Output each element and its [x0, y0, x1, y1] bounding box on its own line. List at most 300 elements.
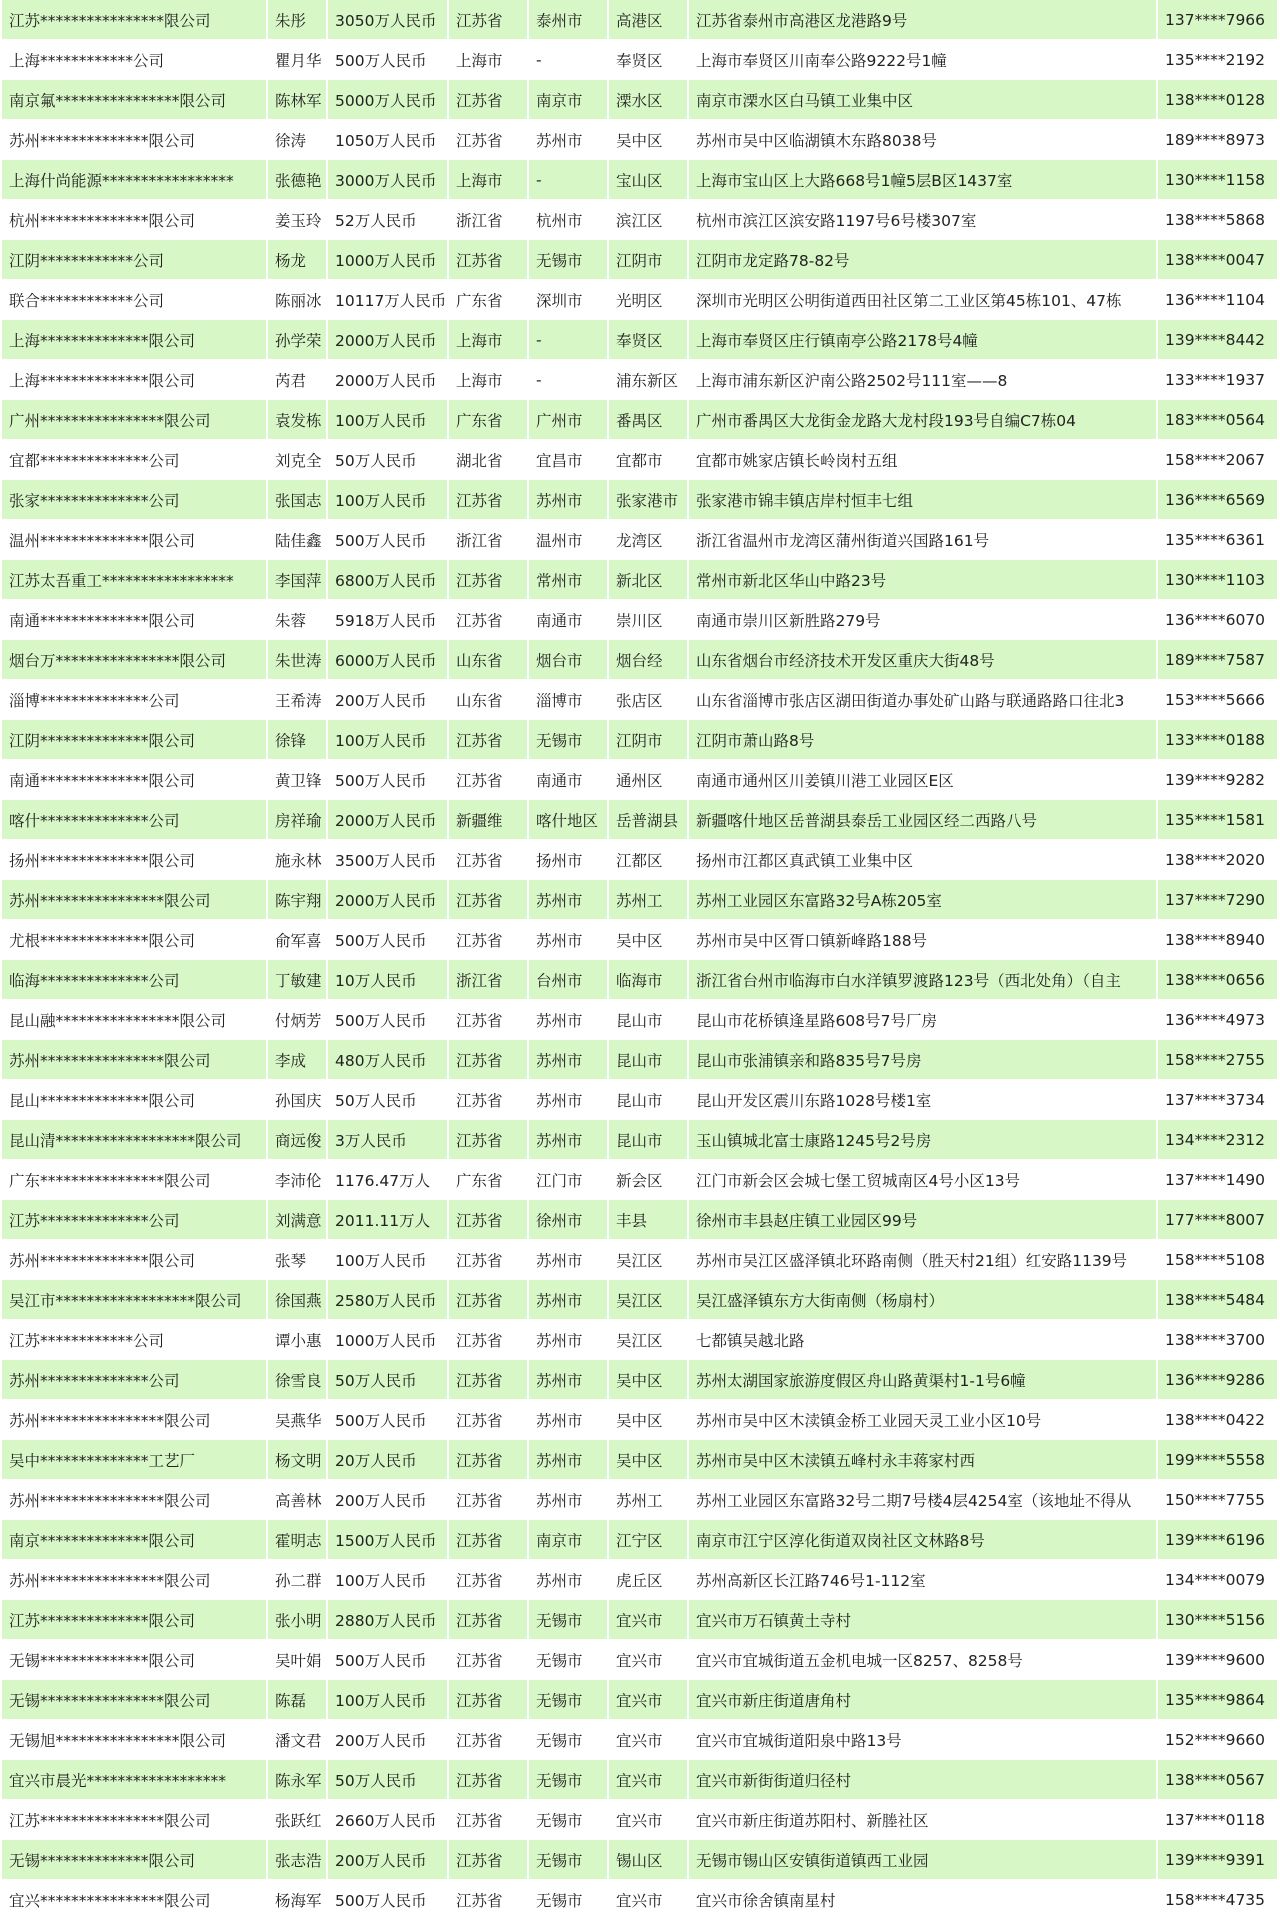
city-cell: 徐州市 — [528, 1200, 608, 1240]
contact-person-cell: 谭小惠 — [267, 1320, 327, 1360]
company-name-cell: 吴中**************工艺厂 — [2, 1440, 267, 1480]
registered-capital-cell: 3050万人民币 — [327, 0, 448, 40]
district-cell: 番禺区 — [608, 400, 688, 440]
city-cell: 苏州市 — [528, 1080, 608, 1120]
table-row — [2, 960, 1278, 1000]
table-row — [2, 1160, 1278, 1200]
city-cell: 杭州市 — [528, 200, 608, 240]
district-cell: 吴中区 — [608, 1440, 688, 1480]
address-cell: 浙江省温州市龙湾区蒲州街道兴国路161号 — [688, 520, 1157, 560]
address-cell: 江苏省泰州市高港区龙港路9号 — [688, 0, 1157, 40]
province-cell: 江苏省 — [448, 920, 528, 960]
table-row — [2, 1200, 1278, 1240]
contact-person-cell: 张跃红 — [267, 1800, 327, 1840]
city-cell: 苏州市 — [528, 1480, 608, 1520]
province-cell: 江苏省 — [448, 1880, 528, 1920]
district-cell: 滨江区 — [608, 200, 688, 240]
contact-person-cell: 孙学荣 — [267, 320, 327, 360]
company-name-cell: 上海************公司 — [2, 40, 267, 80]
table-row — [2, 360, 1278, 400]
district-cell: 吴江区 — [608, 1280, 688, 1320]
district-cell: 丰县 — [608, 1200, 688, 1240]
registered-capital-cell: 2880万人民币 — [327, 1600, 448, 1640]
phone-cell: 158****4735 — [1157, 1880, 1278, 1920]
district-cell: 通州区 — [608, 760, 688, 800]
company-name-cell: 苏州**************限公司 — [2, 1240, 267, 1280]
contact-person-cell: 丁敏建 — [267, 960, 327, 1000]
table-body — [2, 0, 1278, 1920]
city-cell: 淄博市 — [528, 680, 608, 720]
address-cell: 苏州市吴中区临湖镇木东路8038号 — [688, 120, 1157, 160]
city-cell: 苏州市 — [528, 1120, 608, 1160]
district-cell: 江阴市 — [608, 240, 688, 280]
address-cell: 宜兴市宜城街道阳泉中路13号 — [688, 1720, 1157, 1760]
company-name-cell: 苏州****************限公司 — [2, 1400, 267, 1440]
contact-person-cell: 杨龙 — [267, 240, 327, 280]
table-row — [2, 1400, 1278, 1440]
city-cell: 温州市 — [528, 520, 608, 560]
contact-person-cell: 杨文明 — [267, 1440, 327, 1480]
district-cell: 烟台经 — [608, 640, 688, 680]
phone-cell: 158****2755 — [1157, 1040, 1278, 1080]
table-row — [2, 120, 1278, 160]
address-cell: 宜兴市新庄街道苏阳村、新塍社区 — [688, 1800, 1157, 1840]
district-cell: 苏州工 — [608, 1480, 688, 1520]
registered-capital-cell: 6800万人民币 — [327, 560, 448, 600]
city-cell: 宜昌市 — [528, 440, 608, 480]
address-cell: 宜兴市万石镇黄土寺村 — [688, 1600, 1157, 1640]
address-cell: 宜兴市新庄街道唐角村 — [688, 1680, 1157, 1720]
province-cell: 广东省 — [448, 280, 528, 320]
phone-cell: 138****0656 — [1157, 960, 1278, 1000]
district-cell: 宜兴市 — [608, 1760, 688, 1800]
registered-capital-cell: 20万人民币 — [327, 1440, 448, 1480]
province-cell: 江苏省 — [448, 1360, 528, 1400]
registered-capital-cell: 3500万人民币 — [327, 840, 448, 880]
registered-capital-cell: 50万人民币 — [327, 1080, 448, 1120]
district-cell: 新会区 — [608, 1160, 688, 1200]
city-cell: - — [528, 360, 608, 400]
district-cell: 吴中区 — [608, 1400, 688, 1440]
city-cell: 江门市 — [528, 1160, 608, 1200]
registered-capital-cell: 3万人民币 — [327, 1120, 448, 1160]
contact-person-cell: 李沛伦 — [267, 1160, 327, 1200]
contact-person-cell: 陈林军 — [267, 80, 327, 120]
phone-cell: 133****1937 — [1157, 360, 1278, 400]
phone-cell: 137****0118 — [1157, 1800, 1278, 1840]
address-cell: 苏州太湖国家旅游度假区舟山路黄渠村1-1号6幢 — [688, 1360, 1157, 1400]
contact-person-cell: 李成 — [267, 1040, 327, 1080]
company-name-cell: 上海**************限公司 — [2, 320, 267, 360]
district-cell: 苏州工 — [608, 880, 688, 920]
phone-cell: 135****1581 — [1157, 800, 1278, 840]
city-cell: 常州市 — [528, 560, 608, 600]
province-cell: 江苏省 — [448, 840, 528, 880]
company-name-cell: 苏州****************限公司 — [2, 1040, 267, 1080]
address-cell: 深圳市光明区公明街道西田社区第二工业区第45栋101、47栋 — [688, 280, 1157, 320]
district-cell: 宜都市 — [608, 440, 688, 480]
phone-cell: 139****9600 — [1157, 1640, 1278, 1680]
address-cell: 苏州高新区长江路746号1-112室 — [688, 1560, 1157, 1600]
company-name-cell: 无锡**************限公司 — [2, 1640, 267, 1680]
phone-cell: 136****6569 — [1157, 480, 1278, 520]
company-name-cell: 无锡**************限公司 — [2, 1840, 267, 1880]
contact-person-cell: 朱蓉 — [267, 600, 327, 640]
phone-cell: 134****0079 — [1157, 1560, 1278, 1600]
registered-capital-cell: 2000万人民币 — [327, 800, 448, 840]
company-name-cell: 江苏太吾重工***************** — [2, 560, 267, 600]
district-cell: 吴江区 — [608, 1320, 688, 1360]
registered-capital-cell: 100万人民币 — [327, 720, 448, 760]
phone-cell: 183****0564 — [1157, 400, 1278, 440]
city-cell: 泰州市 — [528, 0, 608, 40]
company-name-cell: 张家**************公司 — [2, 480, 267, 520]
district-cell: 江都区 — [608, 840, 688, 880]
registered-capital-cell: 2000万人民币 — [327, 880, 448, 920]
city-cell: 苏州市 — [528, 920, 608, 960]
registered-capital-cell: 200万人民币 — [327, 1840, 448, 1880]
city-cell: 苏州市 — [528, 880, 608, 920]
registered-capital-cell: 500万人民币 — [327, 520, 448, 560]
phone-cell: 138****0047 — [1157, 240, 1278, 280]
province-cell: 江苏省 — [448, 1240, 528, 1280]
city-cell: - — [528, 160, 608, 200]
table-row — [2, 840, 1278, 880]
province-cell: 山东省 — [448, 680, 528, 720]
phone-cell: 189****7587 — [1157, 640, 1278, 680]
district-cell: 昆山市 — [608, 1040, 688, 1080]
district-cell: 新北区 — [608, 560, 688, 600]
phone-cell: 138****0567 — [1157, 1760, 1278, 1800]
district-cell: 江宁区 — [608, 1520, 688, 1560]
phone-cell: 139****6196 — [1157, 1520, 1278, 1560]
address-cell: 上海市宝山区上大路668号1幢5层B区1437室 — [688, 160, 1157, 200]
city-cell: 无锡市 — [528, 1600, 608, 1640]
table-row — [2, 480, 1278, 520]
province-cell: 江苏省 — [448, 1520, 528, 1560]
city-cell: 无锡市 — [528, 1880, 608, 1920]
city-cell: 苏州市 — [528, 120, 608, 160]
company-name-cell: 上海**************限公司 — [2, 360, 267, 400]
address-cell: 南京市溧水区白马镇工业集中区 — [688, 80, 1157, 120]
registered-capital-cell: 100万人民币 — [327, 1680, 448, 1720]
district-cell: 昆山市 — [608, 1120, 688, 1160]
table-row — [2, 240, 1278, 280]
registered-capital-cell: 2580万人民币 — [327, 1280, 448, 1320]
contact-person-cell: 徐锋 — [267, 720, 327, 760]
registered-capital-cell: 2660万人民币 — [327, 1800, 448, 1840]
contact-person-cell: 孙二群 — [267, 1560, 327, 1600]
address-cell: 宜都市姚家店镇长岭岗村五组 — [688, 440, 1157, 480]
phone-cell: 137****7966 — [1157, 0, 1278, 40]
table-row — [2, 1800, 1278, 1840]
contact-person-cell: 陈磊 — [267, 1680, 327, 1720]
phone-cell: 130****5156 — [1157, 1600, 1278, 1640]
company-name-cell: 南京**************限公司 — [2, 1520, 267, 1560]
table-row — [2, 1680, 1278, 1720]
table-row — [2, 1600, 1278, 1640]
company-name-cell: 无锡旭****************限公司 — [2, 1720, 267, 1760]
district-cell: 吴中区 — [608, 920, 688, 960]
district-cell: 昆山市 — [608, 1080, 688, 1120]
registered-capital-cell: 480万人民币 — [327, 1040, 448, 1080]
address-cell: 苏州市吴中区胥口镇新峰路188号 — [688, 920, 1157, 960]
contact-person-cell: 吴叶娟 — [267, 1640, 327, 1680]
table-row — [2, 560, 1278, 600]
address-cell: 南通市崇川区新胜路279号 — [688, 600, 1157, 640]
province-cell: 江苏省 — [448, 1640, 528, 1680]
province-cell: 江苏省 — [448, 1200, 528, 1240]
district-cell: 吴中区 — [608, 1360, 688, 1400]
address-cell: 玉山镇城北富士康路1245号2号房 — [688, 1120, 1157, 1160]
address-cell: 上海市浦东新区沪南公路2502号111室——8 — [688, 360, 1157, 400]
contact-person-cell: 张小明 — [267, 1600, 327, 1640]
company-name-cell: 温州**************限公司 — [2, 520, 267, 560]
table-row — [2, 1320, 1278, 1360]
company-name-cell: 江阴**************限公司 — [2, 720, 267, 760]
table-row — [2, 1040, 1278, 1080]
contact-person-cell: 张琴 — [267, 1240, 327, 1280]
city-cell: 广州市 — [528, 400, 608, 440]
province-cell: 江苏省 — [448, 1720, 528, 1760]
table-row — [2, 1720, 1278, 1760]
registered-capital-cell: 2000万人民币 — [327, 360, 448, 400]
address-cell: 新疆喀什地区岳普湖县泰岳工业园区经二西路八号 — [688, 800, 1157, 840]
province-cell: 江苏省 — [448, 1440, 528, 1480]
city-cell: 无锡市 — [528, 1640, 608, 1680]
phone-cell: 134****2312 — [1157, 1120, 1278, 1160]
address-cell: 南通市通州区川姜镇川港工业园区E区 — [688, 760, 1157, 800]
city-cell: 苏州市 — [528, 1560, 608, 1600]
contact-person-cell: 刘克全 — [267, 440, 327, 480]
address-cell: 昆山市花桥镇逢星路608号7号厂房 — [688, 1000, 1157, 1040]
contact-person-cell: 徐国燕 — [267, 1280, 327, 1320]
registered-capital-cell: 1500万人民币 — [327, 1520, 448, 1560]
city-cell: 深圳市 — [528, 280, 608, 320]
province-cell: 江苏省 — [448, 760, 528, 800]
address-cell: 杭州市滨江区滨安路1197号6号楼307室 — [688, 200, 1157, 240]
district-cell: 崇川区 — [608, 600, 688, 640]
table-row — [2, 1240, 1278, 1280]
company-name-cell: 江苏**************公司 — [2, 1200, 267, 1240]
city-cell: 苏州市 — [528, 480, 608, 520]
province-cell: 江苏省 — [448, 1080, 528, 1120]
district-cell: 奉贤区 — [608, 40, 688, 80]
phone-cell: 135****9864 — [1157, 1680, 1278, 1720]
address-cell: 扬州市江都区真武镇工业集中区 — [688, 840, 1157, 880]
registered-capital-cell: 2011.11万人 — [327, 1200, 448, 1240]
contact-person-cell: 孙国庆 — [267, 1080, 327, 1120]
address-cell: 广州市番禺区大龙街金龙路大龙村段193号自编C7栋04 — [688, 400, 1157, 440]
province-cell: 上海市 — [448, 320, 528, 360]
registered-capital-cell: 5000万人民币 — [327, 80, 448, 120]
registered-capital-cell: 200万人民币 — [327, 1480, 448, 1520]
company-name-cell: 尤根**************限公司 — [2, 920, 267, 960]
city-cell: 台州市 — [528, 960, 608, 1000]
company-name-cell: 临海**************公司 — [2, 960, 267, 1000]
company-name-cell: 无锡****************限公司 — [2, 1680, 267, 1720]
registered-capital-cell: 1000万人民币 — [327, 1320, 448, 1360]
district-cell: 岳普湖县 — [608, 800, 688, 840]
registered-capital-cell: 5918万人民币 — [327, 600, 448, 640]
company-name-cell: 苏州**************限公司 — [2, 120, 267, 160]
district-cell: 临海市 — [608, 960, 688, 1000]
phone-cell: 136****9286 — [1157, 1360, 1278, 1400]
address-cell: 浙江省台州市临海市白水洋镇罗渡路123号（西北处角）（自主 — [688, 960, 1157, 1000]
city-cell: 苏州市 — [528, 1360, 608, 1400]
company-name-cell: 南通**************限公司 — [2, 600, 267, 640]
table-row — [2, 1000, 1278, 1040]
registered-capital-cell: 52万人民币 — [327, 200, 448, 240]
address-cell: 江门市新会区会城七堡工贸城南区4号小区13号 — [688, 1160, 1157, 1200]
registered-capital-cell: 50万人民币 — [327, 1360, 448, 1400]
registered-capital-cell: 10万人民币 — [327, 960, 448, 1000]
province-cell: 上海市 — [448, 360, 528, 400]
address-cell: 昆山市张浦镇亲和路835号7号房 — [688, 1040, 1157, 1080]
district-cell: 宜兴市 — [608, 1880, 688, 1920]
province-cell: 江苏省 — [448, 240, 528, 280]
district-cell: 昆山市 — [608, 1000, 688, 1040]
contact-person-cell: 张志浩 — [267, 1840, 327, 1880]
company-name-cell: 江苏****************限公司 — [2, 0, 267, 40]
district-cell: 张店区 — [608, 680, 688, 720]
city-cell: 南通市 — [528, 600, 608, 640]
contact-person-cell: 袁发栋 — [267, 400, 327, 440]
province-cell: 上海市 — [448, 40, 528, 80]
table-row — [2, 920, 1278, 960]
province-cell: 江苏省 — [448, 80, 528, 120]
province-cell: 江苏省 — [448, 880, 528, 920]
contact-person-cell: 张德艳 — [267, 160, 327, 200]
table-row — [2, 720, 1278, 760]
phone-cell: 139****9391 — [1157, 1840, 1278, 1880]
phone-cell: 152****9660 — [1157, 1720, 1278, 1760]
contact-person-cell: 瞿月华 — [267, 40, 327, 80]
city-cell: 扬州市 — [528, 840, 608, 880]
phone-cell: 138****5868 — [1157, 200, 1278, 240]
province-cell: 江苏省 — [448, 1600, 528, 1640]
address-cell: 苏州工业园区东富路32号A栋205室 — [688, 880, 1157, 920]
company-name-cell: 江苏**************限公司 — [2, 1600, 267, 1640]
province-cell: 江苏省 — [448, 600, 528, 640]
city-cell: - — [528, 320, 608, 360]
city-cell: 苏州市 — [528, 1400, 608, 1440]
contact-person-cell: 付炳芳 — [267, 1000, 327, 1040]
district-cell: 溧水区 — [608, 80, 688, 120]
table-row — [2, 1560, 1278, 1600]
district-cell: 宝山区 — [608, 160, 688, 200]
registered-capital-cell: 200万人民币 — [327, 1720, 448, 1760]
phone-cell: 138****0128 — [1157, 80, 1278, 120]
contact-person-cell: 陈宇翔 — [267, 880, 327, 920]
table-row — [2, 1760, 1278, 1800]
province-cell: 江苏省 — [448, 1320, 528, 1360]
registered-capital-cell: 10117万人民币 — [327, 280, 448, 320]
contact-person-cell: 黄卫锋 — [267, 760, 327, 800]
company-name-cell: 杭州**************限公司 — [2, 200, 267, 240]
district-cell: 奉贤区 — [608, 320, 688, 360]
phone-cell: 137****1490 — [1157, 1160, 1278, 1200]
table-row — [2, 80, 1278, 120]
table-row — [2, 1640, 1278, 1680]
city-cell: 苏州市 — [528, 1240, 608, 1280]
province-cell: 山东省 — [448, 640, 528, 680]
address-cell: 苏州工业园区东富路32号二期7号楼4层4254室（该地址不得从 — [688, 1480, 1157, 1520]
address-cell: 苏州市吴中区木渎镇金桥工业园天灵工业小区10号 — [688, 1400, 1157, 1440]
district-cell: 宜兴市 — [608, 1720, 688, 1760]
district-cell: 宜兴市 — [608, 1600, 688, 1640]
contact-person-cell: 陆佳鑫 — [267, 520, 327, 560]
city-cell: 无锡市 — [528, 240, 608, 280]
registered-capital-cell: 50万人民币 — [327, 1760, 448, 1800]
company-name-cell: 苏州****************限公司 — [2, 880, 267, 920]
table-row — [2, 160, 1278, 200]
table-row — [2, 40, 1278, 80]
province-cell: 江苏省 — [448, 1400, 528, 1440]
city-cell: 无锡市 — [528, 1760, 608, 1800]
phone-cell: 133****0188 — [1157, 720, 1278, 760]
table-row — [2, 1440, 1278, 1480]
table-row — [2, 280, 1278, 320]
company-name-cell: 淄博**************公司 — [2, 680, 267, 720]
table-row — [2, 1120, 1278, 1160]
province-cell: 江苏省 — [448, 480, 528, 520]
table-row — [2, 760, 1278, 800]
table-row — [2, 1080, 1278, 1120]
city-cell: 无锡市 — [528, 1720, 608, 1760]
table-row — [2, 1840, 1278, 1880]
province-cell: 浙江省 — [448, 960, 528, 1000]
province-cell: 江苏省 — [448, 1280, 528, 1320]
registered-capital-cell: 100万人民币 — [327, 1560, 448, 1600]
table-row — [2, 600, 1278, 640]
district-cell: 虎丘区 — [608, 1560, 688, 1600]
address-cell: 徐州市丰县赵庄镇工业园区99号 — [688, 1200, 1157, 1240]
contact-person-cell: 徐涛 — [267, 120, 327, 160]
company-name-cell: 喀什**************公司 — [2, 800, 267, 840]
phone-cell: 138****3700 — [1157, 1320, 1278, 1360]
registered-capital-cell: 500万人民币 — [327, 1400, 448, 1440]
table-row — [2, 440, 1278, 480]
registered-capital-cell: 100万人民币 — [327, 1240, 448, 1280]
phone-cell: 150****7755 — [1157, 1480, 1278, 1520]
company-name-cell: 昆山**************限公司 — [2, 1080, 267, 1120]
address-cell: 上海市奉贤区庄行镇南亭公路2178号4幢 — [688, 320, 1157, 360]
company-name-cell: 江苏************公司 — [2, 1320, 267, 1360]
phone-cell: 139****9282 — [1157, 760, 1278, 800]
company-name-cell: 宜都**************公司 — [2, 440, 267, 480]
city-cell: 苏州市 — [528, 1040, 608, 1080]
contact-person-cell: 李国萍 — [267, 560, 327, 600]
province-cell: 湖北省 — [448, 440, 528, 480]
phone-cell: 158****5108 — [1157, 1240, 1278, 1280]
province-cell: 江苏省 — [448, 720, 528, 760]
contact-person-cell: 吴燕华 — [267, 1400, 327, 1440]
registered-capital-cell: 500万人民币 — [327, 1880, 448, 1920]
district-cell: 高港区 — [608, 0, 688, 40]
phone-cell: 136****6070 — [1157, 600, 1278, 640]
phone-cell: 153****5666 — [1157, 680, 1278, 720]
registered-capital-cell: 200万人民币 — [327, 680, 448, 720]
address-cell: 南京市江宁区淳化街道双岗社区文林路8号 — [688, 1520, 1157, 1560]
province-cell: 江苏省 — [448, 0, 528, 40]
table-row — [2, 1520, 1278, 1560]
contact-person-cell: 商远俊 — [267, 1120, 327, 1160]
table-row — [2, 680, 1278, 720]
table-row — [2, 400, 1278, 440]
company-table — [2, 0, 1279, 1920]
city-cell: 苏州市 — [528, 1280, 608, 1320]
